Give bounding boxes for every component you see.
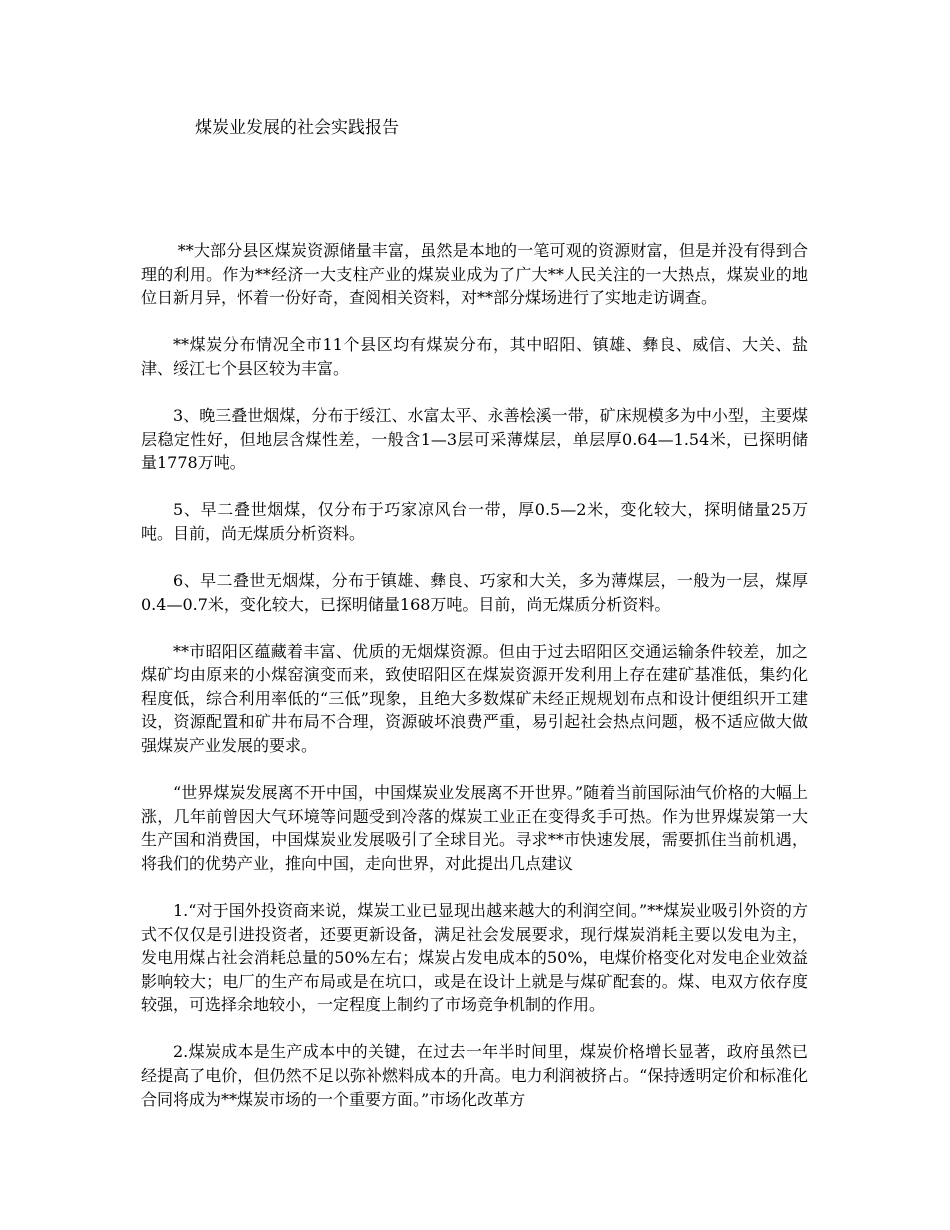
document-title: 煤炭业发展的社会实践报告 [195, 118, 399, 138]
paragraph-world-coal: “世界煤炭发展离不开中国，中国煤炭业发展离不开世界。”随着当前国际油气价格的大幅上涨，几年前曾因大气环境等问题受到冷落的煤炭工业正在变得炙手可热。作为世界煤炭第一大生产国和消费国，中国煤炭业发展吸引了全球目光。寻求**市快速发展，需要抓住当前机遇，将我们的优势产业，推向中国，走向世界，对此提出几点建议 [141, 783, 808, 873]
paragraph-suggestion-2: 2.煤炭成本是生产成本中的关键，在过去一年半时间里，煤炭价格增长显著，政府虽然已经提高了电价，但仍然不足以弥补燃料成本的升高。电力利润被挤占。“保持透明定价和标准化合同将成为**煤炭市场的一个重要方面。”市场化改革方 [141, 1042, 808, 1109]
paragraph-item-6: 6、早二叠世无烟煤，分布于镇雄、彝良、巧家和大关，多为薄煤层，一般为一层，煤厚0.4—0.7米，变化较大，已探明储量168万吨。目前，尚无煤质分析资料。 [141, 570, 808, 614]
paragraph-zhaoyang-resources: **市昭阳区蕴藏着丰富、优质的无烟煤资源。但由于过去昭阳区交通运输条件较差，加之煤矿均由原来的小煤窑演变而来，致使昭阳区在煤炭资源开发利用上存在建矿基准低，集约化程度低，综合利用率低的“三低”现象，且绝大多数煤矿未经正规规划布点和设计便组织开工建设，资源配置和矿井布局不合理，资源破坏浪费严重，易引起社会热点问题，极不适应做大做强煤炭产业发展的要求。 [141, 641, 808, 755]
paragraph-coal-distribution: **煤炭分布情况全市11个县区均有煤炭分布，其中昭阳、镇雄、彝良、威信、大关、盐津、绥江七个县区较为丰富。 [141, 335, 808, 378]
document-body [141, 239, 808, 1111]
paragraph-item-5: 5、早二叠世烟煤，仅分布于巧家凉风台一带，厚0.5—2米，变化较大，探明储量25万吨。目前，尚无煤质分析资料。 [141, 500, 808, 543]
paragraph-item-3: 3、晚三叠世烟煤，分布于绥江、水富太平、永善桧溪一带，矿床规模多为中小型，主要煤层稳定性好，但地层含煤性差，一般含1—3层可采薄煤层，单层厚0.64—1.54米，已探明储量1778万吨。 [141, 405, 808, 473]
paragraph-intro: **大部分县区煤炭资源储量丰富，虽然是本地的一笔可观的资源财富，但是并没有得到合理的利用。作为**经济一大支柱产业的煤炭业成为了广大**人民关注的一大热点，煤炭业的地位日新月异，怀着一份好奇，查阅相关资料，对**部分煤场进行了实地走访调查。 [141, 241, 808, 308]
paragraph-suggestion-1: 1.“对于国外投资商来说，煤炭工业已显现出越来越大的利润空间。”**煤炭业吸引外资的方式不仅仅是引进投资者，还要更新设备，满足社会发展要求，现行煤炭消耗主要以发电为主，发电用煤占社会消耗总量的50%左右；煤炭占发电成本的50%，电煤价格变化对发电企业效益影响较大；电厂的生产布局或是在坑口，或是在设计上就是与煤矿配套的。煤、电双方依存度较强，可选择余地较小，一定程度上制约了市场竞争机制的作用。 [141, 900, 808, 1015]
